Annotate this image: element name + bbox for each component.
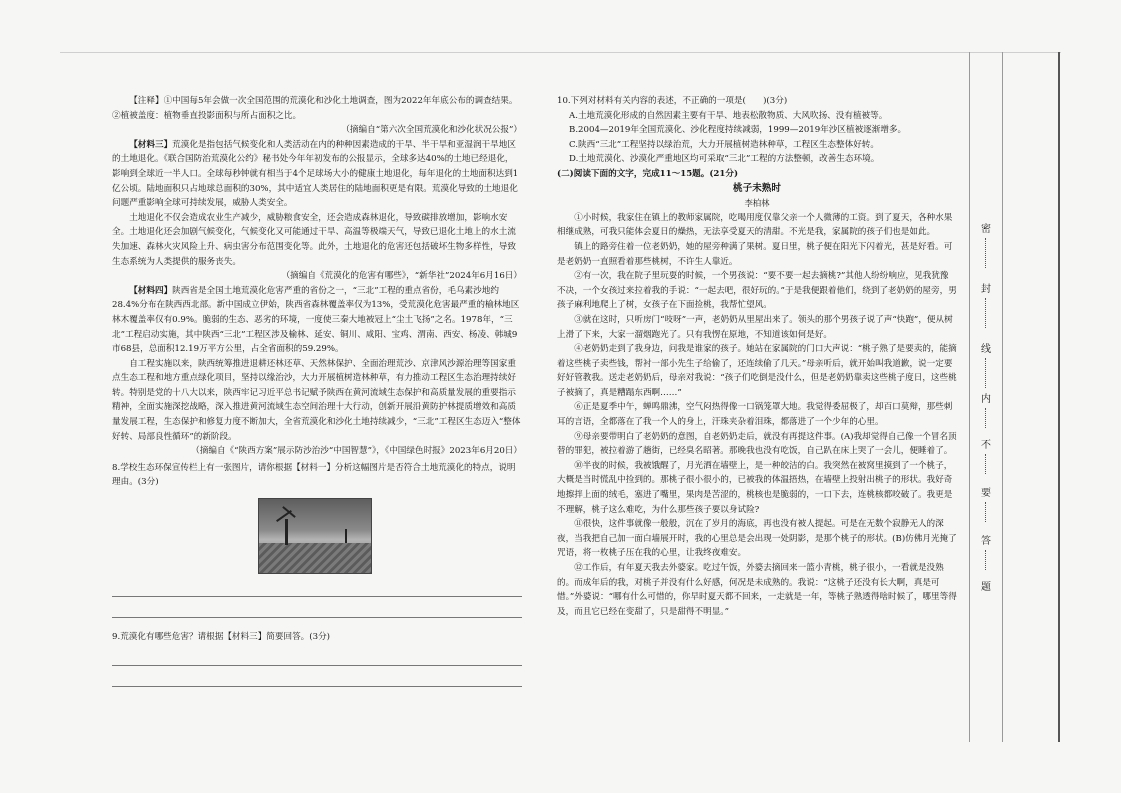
answer-line-q8-2[interactable]: [112, 603, 522, 618]
material3-p2: 土地退化不仅会造成农业生产减少，威胁粮食安全，还会造成森林退化，导致碳排放增加，影响水安全。土地退化还会加剧气候变化，气候变化又可能通过干旱、高温等极端天气，导致已退化土地上的水土流失加速、森林火灾风险上升、病虫害分布范围变化等。此外，土地退化的危害还包括破坏生物多样性，导致生态系统为人类提供的服务丧失。: [112, 212, 516, 267]
question-8: 8.学校生态环保宣传栏上有一张图片，请你根据【材料一】分析这幅图片是否符合土地荒漠化的特点，说明理由。(3分): [112, 462, 516, 488]
left-column: [112, 94, 522, 687]
q10-option-a[interactable]: A.土地荒漠化形成的自然因素主要有干旱、地表松散物质、大风吹扬、没有植被等。: [569, 110, 888, 121]
cracked-ground: [259, 543, 371, 573]
story-title: 桃子未熟时: [733, 182, 781, 194]
material4-p1: [112, 284, 522, 357]
binding-char: 答: [981, 536, 991, 547]
story-paragraph: ①小时候，我家住在镇上的教师家属院，吃喝用度仅靠父亲一个人微薄的工资。到了夏天，各种水果相继成熟，可我只能体会夏日的燥热，无法享受夏天的清甜。不光是我，家属院的孩子们也是如此。: [557, 212, 953, 238]
binding-char: 不: [981, 440, 991, 451]
material3-p1: [112, 138, 522, 211]
top-fold-line: [60, 52, 1061, 53]
material3-label: 【材料三】: [129, 139, 173, 150]
binding-dots: [985, 238, 988, 268]
section-2-heading: (二)阅读下面的文字，完成11～15题。(21分): [557, 168, 739, 179]
binding-char: 要: [981, 488, 991, 499]
right-column: [557, 94, 957, 619]
note-source: （摘编自“第六次全国荒漠化和沙化状况公报”）: [341, 125, 522, 136]
material4-label: 【材料四】: [129, 285, 173, 296]
binding-char: 题: [981, 582, 991, 593]
material4-source: （摘编自《“陕西方案”展示防沙治沙“中国智慧”》，《中国绿色时报》2023年6月20日）: [191, 446, 522, 457]
desert-photo: [258, 498, 372, 574]
binding-dots: [985, 298, 988, 328]
story-paragraph: ③就在这时，只听房门“吱呀”一声，老奶奶从里屋出来了。领头的那个男孩子说了声“快跑”，便从树上滑了下来，大家一溜烟跑光了。只有我愣在原地，不知道该如何是好。: [557, 314, 953, 340]
binding-dots: [985, 358, 988, 388]
q10-option-c[interactable]: C.陕西“三北”工程坚持以绿治荒，大力开展植树造林种草，工程区生态整体好转。: [569, 139, 879, 150]
binding-char: 封: [981, 284, 991, 295]
question-10: 10.下列对材料有关内容的表述，不正确的一项是( )(3分): [557, 96, 788, 106]
q10-option-d[interactable]: D.土地荒漠化、沙漠化严重地区均可采取“三北”工程的方法整顿，改善生态环境。: [569, 154, 880, 165]
binding-dots: [985, 502, 988, 522]
story-paragraph: ④老奶奶走到了我身边，问我是谁家的孩子。她站在家属院的门口大声说：“桃子熟了是要卖的，能摘着这些桃子卖些钱，帮衬一部小先生子给偷了，还连续偷了几天。”母亲听后，就开始叫我道歉，说一定要好好管教我。送走老奶奶后，母亲对我说：“孩子们吃倒是没什么，但是老奶奶靠卖这些桃子度日，这些桃子被摘了，真是糟蹋东西啊……”: [557, 344, 957, 398]
dead-tree-trunk: [285, 519, 288, 545]
material4-p2: 自工程实施以来，陕西统筹推进退耕还林还草、天然林保护、全面治理荒沙、京津风沙源治理等国家重点生态工程和地方重点绿化项目，坚持以缘治沙，大力开展植树造林种草，有力推动工程区生态治理持续好转。特别是党的十八大以来，陕西牢记习近平总书记赋予陕西在黄河流域生态保护和高质量发展的重要指示精神，全面实施深挖战略，深入推进黄河流域生态空间治理十大行动，创新开展沿黄防护林提质增效和高质量发展工程，生态保护和修复力度不断加大，全省荒漠化和沙化土地持续减少，“三北”工程区生态迈入“整体好转、局部良性循环”的新阶段。: [112, 358, 521, 442]
binding-dots: [985, 454, 988, 474]
answer-line-q8-1[interactable]: [112, 582, 522, 597]
material3-p1-text: 荒漠化是指包括气候变化和人类活动在内的种种因素造成的干旱、半干旱和亚湿润干旱地区的土地退化。《联合国防治荒漠化公约》秘书处今年年初发布的公报显示，全球多达40%的土地已经退化，影响到全球近一半人口。全球每秒钟就有相当于4个足球场大小的健康土地退化，每年退化的土地面积达到1亿公顷。陆地面积只占地球总面积的30%，其中适宜人类居住的陆地面积更是有限。荒漠化导致的土地退化问题严重影响全球可持续发展，威胁人类安全。: [112, 139, 519, 209]
story-paragraph: ⑥正是夏季中午，蝉鸣鼎沸，空气闷热得像一口锅笼罩大地。我觉得委屈极了，却百口莫辩，那些刺耳的言语，全都落在了我一个人的身上，汗珠夹杂着泪珠，都落进了一个少年的心里。: [557, 402, 953, 428]
note-text: 【注释】①中国每5年会做一次全国范围的荒漠化和沙化土地调查，图为2022年年底公布的调查结果。②植被盖度：植物垂直投影面积与所占面积之比。: [112, 96, 518, 121]
binding-char: 内: [981, 394, 991, 405]
story-paragraph: ⑫工作后，有年夏天我去外婆家。吃过午饭，外婆去摘回来一篮小青桃，桃子很小，一看就是没熟的。而成年后的我，对桃子并没有什么好感，何况是未成熟的。我说：“这桃子还没有长大啊，真是可惜。”外婆说：“哪有什么可惜的，你早时夏天都不回来，一走就是一年，等桃子熟透得啥时候了，哪里等得及，而且它已经在变甜了，只是甜得不明显。”: [557, 563, 957, 617]
story-paragraph: ⑨母亲要带明白了老奶奶的意图，自老奶奶走后，就没有再提这件事。(A)我却觉得自己像一个冒名顶替的罪犯，被拉着游了趟街，已经臭名昭著。那晚我也没有吃饭，自己趴在床上哭了一会儿，便睡着了。: [557, 431, 957, 457]
story-paragraph: ⑩半夜的时候，我被饿醒了，月光洒在墙壁上，是一种皎洁的白。我突然在被窝里摸到了一个桃子，大概是当时慌乱中捡到的。那桃子很小很小的，已被我的体温捂热，在墙壁上投射出桃子的形状。我好奇地擦拌上面的绒毛，塞进了嘴里，果肉是苦涩的，桃核也是脆弱的，一口下去，连桃核都咬破了。我更是不理解，桃子这么难吃，为什么那些孩子要以身试险?: [557, 460, 953, 515]
story-paragraph: ⑪很快，这件事就像一般般，沉在了岁月的海底，再也没有被人提起。可是在无数个寂静无人的深夜，当我把自己加一面白墙展开时，我的心里总是会出现一处阴影，是那个桃子的形状。(B)仿佛月光掩了咒语，将一枚桃子压在我的心里，让我终夜难安。: [557, 519, 957, 559]
q10-option-b[interactable]: B.2004—2019年全国荒漠化、沙化程度持续减弱，1999—2019年沙区植被逐渐增多。: [569, 125, 907, 136]
binding-char: 密: [981, 224, 991, 235]
page-edge-line: [1058, 52, 1060, 742]
story-paragraph: 镇上的路旁住着一位老奶奶，她的屋旁种满了果树。夏日里，桃子便在阳光下闪着光，甚是好看。可是老奶奶一直照看着那些桃树，不许生人靠近。: [557, 241, 953, 267]
material3-source: （摘编自《荒漠化的危害有哪些》，“新华社”2024年6月16日）: [281, 271, 522, 282]
story-author: 李柏林: [744, 198, 770, 209]
binding-char: 线: [981, 344, 991, 355]
binding-dots: [985, 408, 988, 428]
distant-tree: [345, 529, 347, 543]
answer-line-q9-2[interactable]: [112, 672, 522, 687]
material4-p1-text: 陕西省是全国土地荒漠化危害严重的省份之一，“三北”工程的重点省份，毛乌素沙地约28.4%分布在陕西西北部。新中国成立伊始，陕西省森林覆盖率仅为13%，受荒漠化危害最严重的榆林地区林木覆盖率仅有0.9%。脆弱的生态、恶劣的环境，一度使三秦大地被冠上“尘土飞扬”之名。1978年，“三北”工程启动实施，其中陕西“三北”工程区涉及榆林、延安、铜川、咸阳、宝鸡、渭南、西安、杨凌、韩城9市68县，总面积12.19万平方公里，占全省面积的59.29%。: [112, 285, 520, 355]
story-paragraph: ②有一次，我在院子里玩耍的时候，一个男孩说：“要不要一起去摘桃?”其他人纷纷响应，见我犹豫不决，一个女孩过来拉着我的手说：“一起去吧，很好玩的。”于是我便跟着他们，绕到了老奶奶的屋旁，男孩子麻利地爬上了树，女孩子在下面捡桃，我帮忙望风。: [557, 271, 957, 311]
answer-line-q9-1[interactable]: [112, 651, 522, 666]
binding-dots: [985, 550, 988, 570]
question-9: 9.荒漠化有哪些危害？请根据【材料三】简要回答。(3分): [112, 632, 331, 643]
